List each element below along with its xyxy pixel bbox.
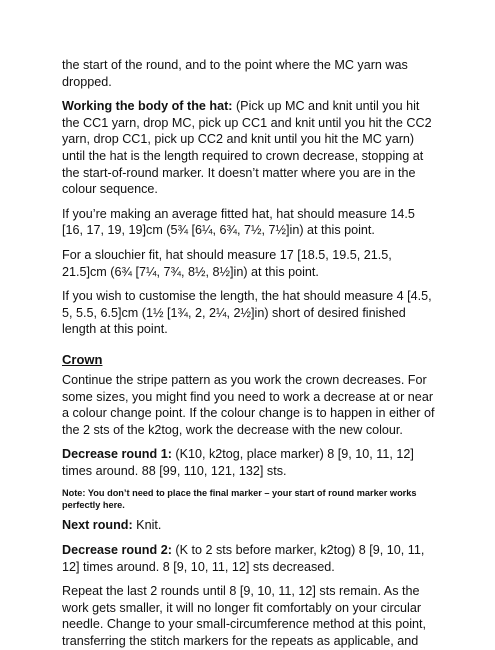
next-round-text: Knit. (132, 518, 162, 533)
working-body-paragraph (62, 98, 435, 198)
decrease-round-1-paragraph (62, 446, 435, 479)
decrease-round-2-paragraph (62, 542, 435, 575)
next-round-paragraph (62, 517, 435, 534)
slouchier-fit-paragraph: For a slouchier fit, hat should measure 17 [18.5, 19.5, 21.5, 21.5]cm (6¾ [7¼, 7¾, 8½, 8½]in) at this point. (62, 247, 392, 279)
decrease-round-2-text: (K to 2 sts before marker, k2tog) 8 [9, 10, 11, 12] times around. 8 [9, 10, 11, 12] sts decreased. (62, 543, 425, 574)
decrease-round-1-label: Decrease round 1: (62, 447, 172, 462)
crown-heading: Crown (62, 351, 103, 367)
note-paragraph: Note: You don’t need to place the final marker – your start of round marker works perfectly here. (62, 488, 417, 511)
intro-paragraph: the start of the round, and to the point where the MC yarn was dropped. (62, 58, 408, 89)
repeat-paragraph: Repeat the last 2 rounds until 8 [9, 10, 11, 12] sts remain. As the work gets smaller, it will no longer fit comfortably on your circular needle. Change to your small-circumference method at this point, transferring the stitch markers for the repeats as applicable, and (62, 584, 427, 649)
decrease-round-1-text: (K10, k2tog, place marker) 8 [9, 10, 11, 12] times around. 88 [99, 110, 121, 132] sts. (62, 447, 414, 478)
working-body-text: (Pick up MC and knit until you hit the CC1 yarn, drop MC, pick up CC1 and knit until you hit the CC2 yarn, drop CC1, pick up CC2 and knit until you hit the MC yarn) until the hat is the length required to crown decrease, stopping at the start-of-round marker. It doesn’t matter where you are in the colour sequence. (62, 99, 432, 197)
customise-length-paragraph: If you wish to customise the length, the hat should measure 4 [4.5, 5, 5.5, 6.5]cm (1½ [1¾, 2, 2¼, 2½]in) short of desired finished length at this point. (62, 289, 432, 337)
next-round-label: Next round: (62, 518, 133, 533)
decrease-round-2-label: Decrease round 2: (62, 543, 172, 558)
working-body-label: Working the body of the hat: (62, 99, 233, 114)
fitted-hat-paragraph: If you’re making an average fitted hat, hat should measure 14.5 [16, 17, 19, 19]cm (5¾ [6¼, 6¾, 7½, 7½]in) at this point. (62, 206, 415, 238)
crown-intro-paragraph: Continue the stripe pattern as you work the crown decreases. For some sizes, you might find you need to work a decrease at or near a colour change point. If the colour change is to happen in either of the 2 sts of the k2tog, work the decrease with the new colour. (62, 372, 435, 437)
